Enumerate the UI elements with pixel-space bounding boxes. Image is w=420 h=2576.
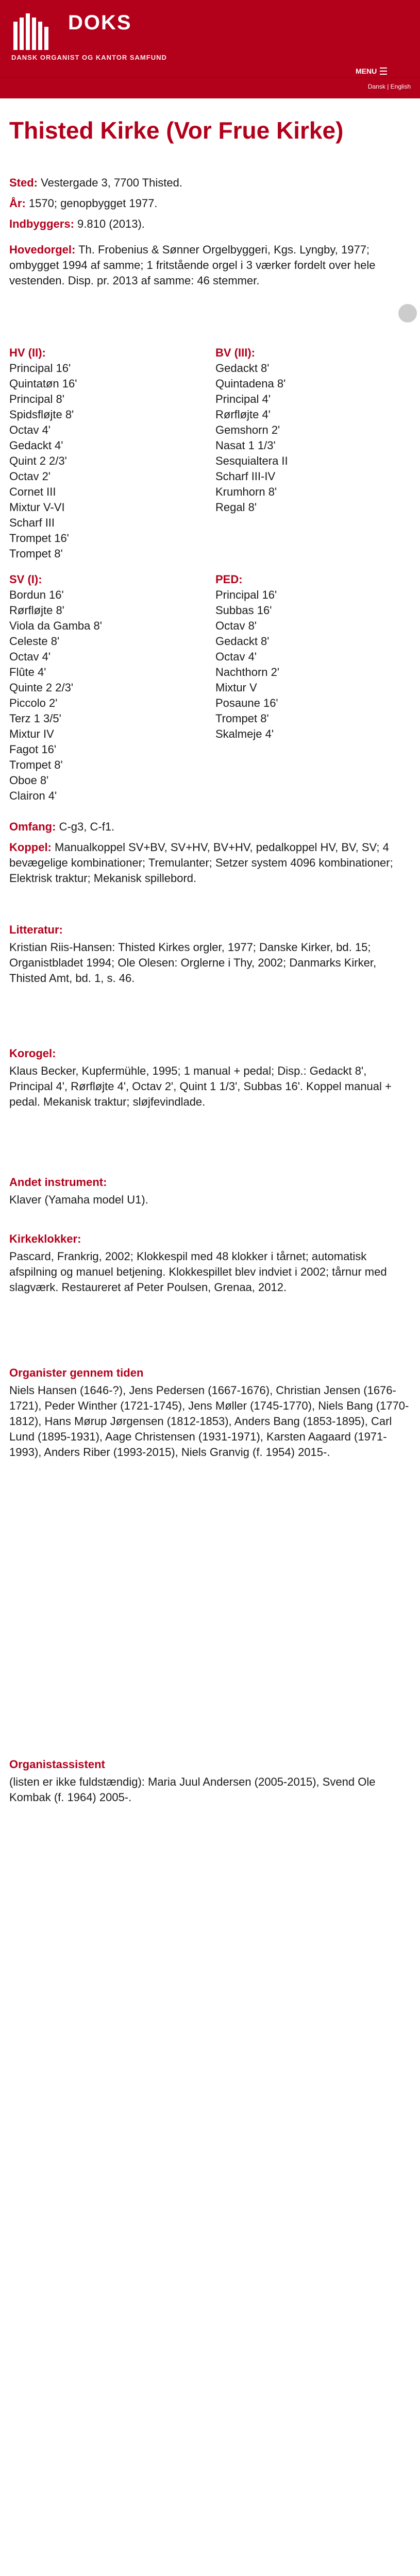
ped-stop: Skalmeje 4' bbox=[215, 727, 274, 740]
sv-stop: Trompet 8' bbox=[9, 758, 63, 771]
site-logo[interactable] bbox=[11, 11, 187, 73]
sv-stop: Clairon 4' bbox=[9, 789, 57, 802]
ped-stop: Principal 16' bbox=[215, 588, 277, 601]
sv-stop: Terz 1 3/5' bbox=[9, 712, 61, 725]
bv-stop: Rørfløjte 4' bbox=[215, 408, 271, 421]
ped-stop: Subbas 16' bbox=[215, 604, 272, 617]
hv-stop: Quint 2 2/3' bbox=[9, 454, 67, 467]
hv-stop: Principal 16' bbox=[9, 362, 71, 375]
sv-stoplist bbox=[9, 572, 205, 804]
logo-tagline: DANSK ORGANIST OG KANTOR SAMFUND bbox=[11, 54, 167, 61]
bv-stop: Krumhorn 8' bbox=[215, 485, 277, 498]
andet-label: Andet instrument: bbox=[9, 1176, 107, 1189]
sv-stop: Mixtur IV bbox=[9, 727, 54, 740]
kororgel-section bbox=[9, 1046, 411, 1110]
logo-wordmark: DOKS bbox=[68, 11, 132, 34]
hv-stop: Spidsfløjte 8' bbox=[9, 408, 74, 421]
organistassistent-section bbox=[9, 1757, 411, 1805]
sub-header-bar bbox=[0, 77, 420, 98]
organister-section bbox=[9, 1365, 411, 1460]
omfang-row bbox=[9, 819, 411, 835]
page-title: Thisted Kirke (Vor Frue Kirke) bbox=[9, 117, 344, 144]
hv-stop: Octav 4' bbox=[9, 423, 51, 436]
bv-stop: Gedackt 8' bbox=[215, 362, 270, 375]
kirkeklokker-label: Kirkeklokker: bbox=[9, 1232, 81, 1245]
ped-stop: Gedackt 8' bbox=[215, 635, 270, 648]
kirkeklokker-section bbox=[9, 1231, 411, 1295]
organistassistent-label: Organistassistent bbox=[9, 1758, 105, 1771]
litteratur-label: Litteratur: bbox=[9, 923, 63, 936]
aar-row bbox=[9, 196, 411, 211]
indbygget-row bbox=[9, 216, 411, 232]
hv-stop: Principal 8' bbox=[9, 393, 64, 405]
ped-stop: Nachthorn 2' bbox=[215, 666, 280, 679]
sted-row bbox=[9, 175, 411, 191]
organistassistent-value: (listen er ikke fuldstændig): Maria Juul Andersen (2005-2015), Svend Ole Kombak (f. 1964) 2005-. bbox=[9, 1775, 376, 1804]
ped-stop: Mixtur V bbox=[215, 681, 257, 694]
hv-stop: Trompet 16' bbox=[9, 532, 69, 545]
menu-label: MENU bbox=[356, 67, 377, 75]
bv-stoplist bbox=[215, 345, 411, 515]
litteratur-section bbox=[9, 922, 411, 986]
bv-stop: Quintadena 8' bbox=[215, 377, 286, 390]
sted-label: Sted: bbox=[9, 176, 38, 189]
ped-label: PED: bbox=[215, 573, 243, 586]
sv-stop: Fagot 16' bbox=[9, 743, 57, 756]
bv-stop: Principal 4' bbox=[215, 393, 271, 405]
omfang-label: Omfang: bbox=[9, 820, 56, 833]
koppel-label: Koppel: bbox=[9, 841, 52, 854]
andet-value: Klaver (Yamaha model U1). bbox=[9, 1193, 148, 1206]
main-content bbox=[9, 118, 411, 2437]
bv-stop: Sesquialtera II bbox=[215, 454, 288, 467]
ped-stoplist bbox=[215, 572, 411, 742]
aar-value: 1570; genopbygget 1977. bbox=[28, 197, 158, 210]
kirkeklokker-value: Pascard, Frankrig, 2002; Klokkespil med 48 klokker i tårnet; automatisk afspilning og manuel betjening. Klokkespillet blev indviet i 2002; tårnur med slagværk. Restaureret af Peter Poulsen, Grenaa, 2012. bbox=[9, 1250, 387, 1294]
menu-button[interactable] bbox=[356, 66, 412, 76]
hv-stop: Octav 2' bbox=[9, 470, 51, 483]
sted-value: Vestergade 3, 7700 Thisted. bbox=[41, 176, 182, 189]
hamburger-icon bbox=[380, 67, 387, 75]
sv-stop: Oboe 8' bbox=[9, 774, 49, 787]
hovedorgel-section bbox=[9, 242, 411, 289]
sv-stop: Bordun 16' bbox=[9, 588, 64, 601]
site-header bbox=[0, 0, 420, 77]
indbygget-label: Indbyggers: bbox=[9, 217, 74, 230]
bv-stop: Gemshorn 2' bbox=[215, 423, 280, 436]
omfang-value: C-g3, C-f1. bbox=[59, 820, 115, 833]
indbygget-value: 9.810 (2013). bbox=[77, 217, 145, 230]
sv-stop: Rørfløjte 8' bbox=[9, 604, 64, 617]
hv-stoplist bbox=[9, 345, 205, 562]
andet-section bbox=[9, 1175, 411, 1208]
sv-stop: Viola da Gamba 8' bbox=[9, 619, 102, 632]
bv-stop: Regal 8' bbox=[215, 501, 257, 514]
bv-label: BV (III): bbox=[215, 346, 255, 359]
organister-label: Organister gennem tiden bbox=[9, 1366, 144, 1379]
hv-stop: Cornet III bbox=[9, 485, 56, 498]
language-switcher[interactable]: Dansk | English bbox=[367, 83, 411, 90]
hovedorgel-value: Th. Frobenius & Sønner Orgelbyggeri, Kgs. Lyngby, 1977; ombygget 1994 af samme; 1 fritstående orgel i 3 værker fordelt over hele vestenden. Disp. pr. 2013 af samme: 46 stemmer. bbox=[9, 243, 376, 287]
sv-stop: Quinte 2 2/3' bbox=[9, 681, 74, 694]
ped-stop: Posaune 16' bbox=[215, 697, 278, 709]
sv-stop: Octav 4' bbox=[9, 650, 51, 663]
hv-stop: Mixtur V-VI bbox=[9, 501, 65, 514]
bv-stop: Scharf III-IV bbox=[215, 470, 276, 483]
litteratur-value: Kristian Riis-Hansen: Thisted Kirkes orgler, 1977; Danske Kirker, bd. 15; Organistbladet 1994; Ole Olesen: Orglerne i Thy, 2002; Danmarks Kirker, Thisted Amt, bd. 1, s. 46. bbox=[9, 941, 377, 985]
hovedorgel-label: Hovedorgel: bbox=[9, 243, 76, 256]
koppel-value: Manualkoppel SV+BV, SV+HV, BV+HV, pedalkoppel HV, BV, SV; 4 bevægelige kombinationer; Tremulanter; Setzer system 4096 kombinationer; Elektrisk traktur; Mekanisk spillebord. bbox=[9, 841, 393, 885]
sv-stop: Celeste 8' bbox=[9, 635, 60, 648]
ped-stop: Octav 8' bbox=[215, 619, 257, 632]
ped-stop: Octav 4' bbox=[215, 650, 257, 663]
sv-stop: Piccolo 2' bbox=[9, 697, 58, 709]
sv-stop: Flûte 4' bbox=[9, 666, 46, 679]
organister-value: Niels Hansen (1646-?), Jens Pedersen (1667-1676), Christian Jensen (1676-1721), Peder Winther (1721-1745), Jens Møller (1745-1770), Niels Bang (1770-1812), Hans Mørup Jørgensen (1812-1853), Anders Bang (1853-1895), Carl Lund (1895-1931), Aage Christensen (1931-1971), Karsten Aagaard (1971-1993), Anders Riber (1993-2015), Niels Granvig (f. 1954) 2015-. bbox=[9, 1384, 409, 1459]
kororgel-label: Korogel: bbox=[9, 1047, 56, 1060]
sv-label: SV (I): bbox=[9, 573, 42, 586]
aar-label: År: bbox=[9, 197, 26, 210]
hv-stop: Trompet 8' bbox=[9, 547, 63, 560]
hv-stop: Scharf III bbox=[9, 516, 55, 529]
scroll-dot-icon bbox=[398, 304, 417, 323]
kororgel-value: Klaus Becker, Kupfermühle, 1995; 1 manual + pedal; Disp.: Gedackt 8', Principal 4', Rørfløjte 4', Octav 2', Quint 1 1/3', Subbas 16'. Koppel manual + pedal. Mekanisk traktur; sløjfevindlade. bbox=[9, 1064, 392, 1108]
ped-stop: Trompet 8' bbox=[215, 712, 269, 725]
bv-stop: Nasat 1 1/3' bbox=[215, 439, 276, 452]
hv-stop: Gedackt 4' bbox=[9, 439, 63, 452]
organ-logo-icon bbox=[11, 11, 58, 53]
hv-label: HV (II): bbox=[9, 346, 46, 359]
hv-stop: Quintatøn 16' bbox=[9, 377, 77, 390]
koppel-section bbox=[9, 840, 411, 886]
